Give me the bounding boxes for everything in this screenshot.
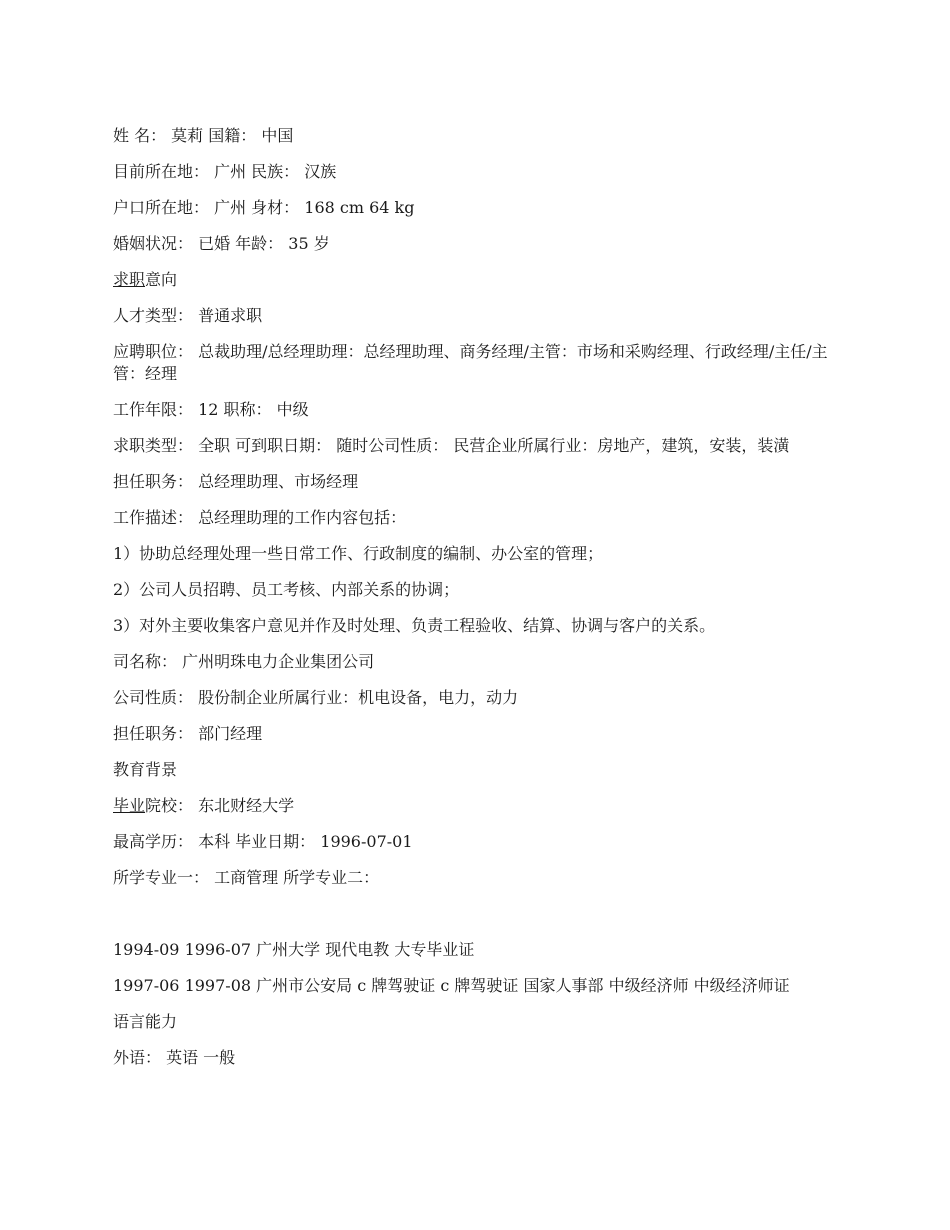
position-held-line: 担任职务： 总经理助理、市场经理 bbox=[113, 472, 359, 491]
marital-age-line: 婚姻状况： 已婚 年龄： 35 岁 bbox=[113, 234, 330, 253]
education-heading: 教育背景 bbox=[113, 760, 178, 779]
location-ethnicity-line: 目前所在地： 广州 民族： 汉族 bbox=[113, 162, 337, 181]
major-line: 所学专业一： 工商管理 所学专业二： bbox=[113, 868, 380, 887]
job-intent-heading bbox=[113, 269, 828, 291]
duty-item-3: 3）对外主要收集客户意见并作及时处理、负责工程验收、结算、协调与客户的关系。 bbox=[113, 616, 716, 635]
work-years-title-line: 工作年限： 12 职称： 中级 bbox=[113, 400, 309, 419]
talent-type-line: 人才类型： 普通求职 bbox=[113, 306, 263, 325]
document-body bbox=[113, 125, 828, 1083]
duty-item-1: 1）协助总经理处理一些日常工作、行政制度的编制、办公室的管理； bbox=[113, 544, 604, 563]
applied-position-line: 应聘职位： 总裁助理/总经理助理：总经理助理、商务经理/主管：市场和采购经理、行政经理/主任/主管：经理 bbox=[113, 342, 828, 383]
company-nature-line: 公司性质： 股份制企业所属行业：机电设备，电力，动力 bbox=[113, 688, 519, 707]
certificate-record-1: 1997-06 1997-08 广州市公安局 c 牌驾驶证 c 牌驾驶证 国家人事部 中级经济师 中级经济师证 bbox=[113, 976, 790, 995]
paragraph-gap bbox=[113, 903, 828, 939]
work-description-line: 工作描述： 总经理助理的工作内容包括： bbox=[113, 508, 407, 527]
language-heading: 语言能力 bbox=[113, 1012, 178, 1031]
school-label-rest: 院校： 东北财经大学 bbox=[145, 796, 295, 815]
education-record-1: 1994-09 1996-07 广州大学 现代电教 大专毕业证 bbox=[113, 940, 475, 959]
foreign-language-line: 外语： 英语 一般 bbox=[113, 1048, 236, 1067]
degree-graduation-line: 最高学历： 本科 毕业日期： 1996-07-01 bbox=[113, 832, 413, 851]
company-name-line: 司名称： 广州明珠电力企业集团公司 bbox=[113, 652, 375, 671]
job-intent-heading-rest: 意向 bbox=[145, 270, 178, 289]
school-line bbox=[113, 795, 828, 817]
school-label-underlined: 毕业 bbox=[113, 796, 146, 815]
position-held-line-2: 担任职务： 部门经理 bbox=[113, 724, 263, 743]
hukou-body-line: 户口所在地： 广州 身材： 168 cm 64 kg bbox=[113, 198, 415, 217]
name-nationality-line: 姓 名： 莫莉 国籍： 中国 bbox=[113, 126, 294, 145]
job-type-line: 求职类型： 全职 可到职日期： 随时公司性质： 民营企业所属行业：房地产，建筑，安装，装潢 bbox=[113, 436, 790, 455]
job-intent-heading-underlined: 求职 bbox=[113, 270, 146, 289]
duty-item-2: 2）公司人员招聘、员工考核、内部关系的协调； bbox=[113, 580, 460, 599]
